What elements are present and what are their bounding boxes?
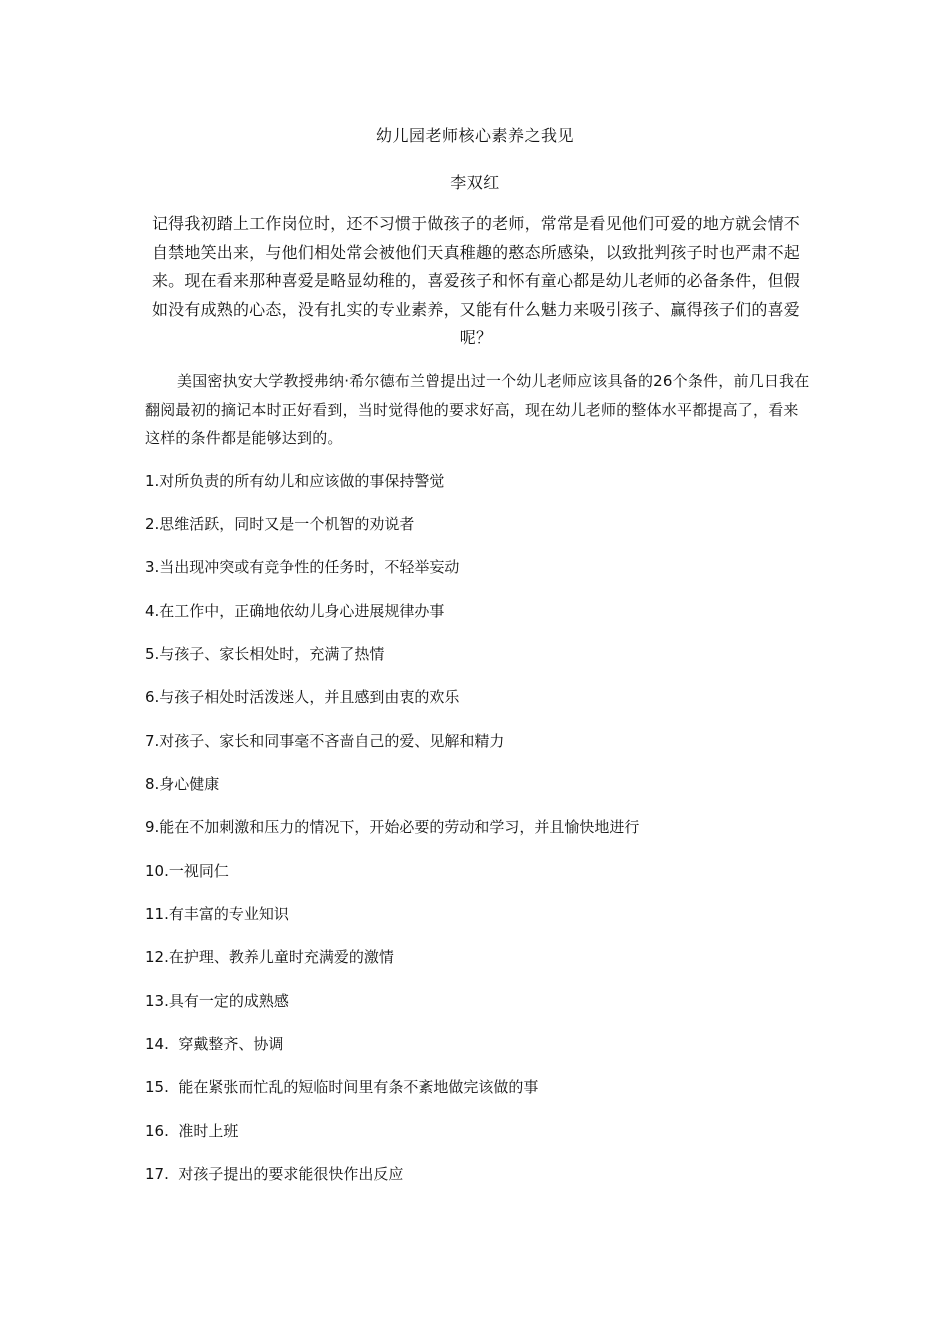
document-author: 李双红 [450, 173, 500, 192]
document-title: 幼儿园老师核心素养之我见 [375, 126, 574, 145]
body-paragraph: 美国密执安大学教授弗纳·希尔德布兰曾提出过一个幼儿老师应该具备的26个条件，前几日我在翻阅最初的摘记本时正好看到，当时觉得他的要求好高，现在幼儿老师的整体水平都提高了，看来这样的条件都是能够达到的。 [145, 372, 810, 447]
list-item: 9.能在不加刺激和压力的情况下，开始必要的劳动和学习，并且愉快地进行 [145, 818, 640, 836]
list-item: 8.身心健康 [145, 775, 220, 793]
list-item: 16. 准时上班 [145, 1122, 239, 1140]
list-item: 4.在工作中，正确地依幼儿身心进展规律办事 [145, 602, 445, 620]
list-item: 2.思维活跃，同时又是一个机智的劝说者 [145, 515, 415, 533]
list-item: 13.具有一定的成熟感 [145, 992, 289, 1010]
list-item: 15. 能在紧张而忙乱的短临时间里有条不紊地做完该做的事 [145, 1078, 539, 1096]
list-item: 10.一视同仁 [145, 862, 229, 880]
list-item: 7.对孩子、家长和同事毫不吝啬自己的爱、见解和精力 [145, 732, 505, 750]
list-item: 1.对所负责的所有幼儿和应该做的事保持警觉 [145, 472, 445, 490]
list-item: 6.与孩子相处时活泼迷人，并且感到由衷的欢乐 [145, 688, 460, 706]
intro-paragraph: 记得我初踏上工作岗位时，还不习惯于做孩子的老师，常常是看见他们可爱的地方就会情不自禁地笑出来，与他们相处常会被他们天真稚趣的憨态所感染，以致批判孩子时也严肃不起来。现在看来那种喜爱是略显幼稚的，喜爱孩子和怀有童心都是幼儿老师的必备条件，但假如没有成熟的心态，没有扎实的专业素养，又能有什么魅力来吸引孩子、赢得孩子们的喜爱呢？ [151, 214, 800, 347]
list-item: 14. 穿戴整齐、协调 [145, 1035, 284, 1053]
list-item: 5.与孩子、家长相处时，充满了热情 [145, 645, 385, 663]
list-item: 11.有丰富的专业知识 [145, 905, 289, 923]
list-item: 12.在护理、教养儿童时充满爱的激情 [145, 948, 394, 966]
list-item: 3.当出现冲突或有竞争性的任务时，不轻举妄动 [145, 558, 460, 576]
list-item: 17. 对孩子提出的要求能很快作出反应 [145, 1165, 404, 1183]
